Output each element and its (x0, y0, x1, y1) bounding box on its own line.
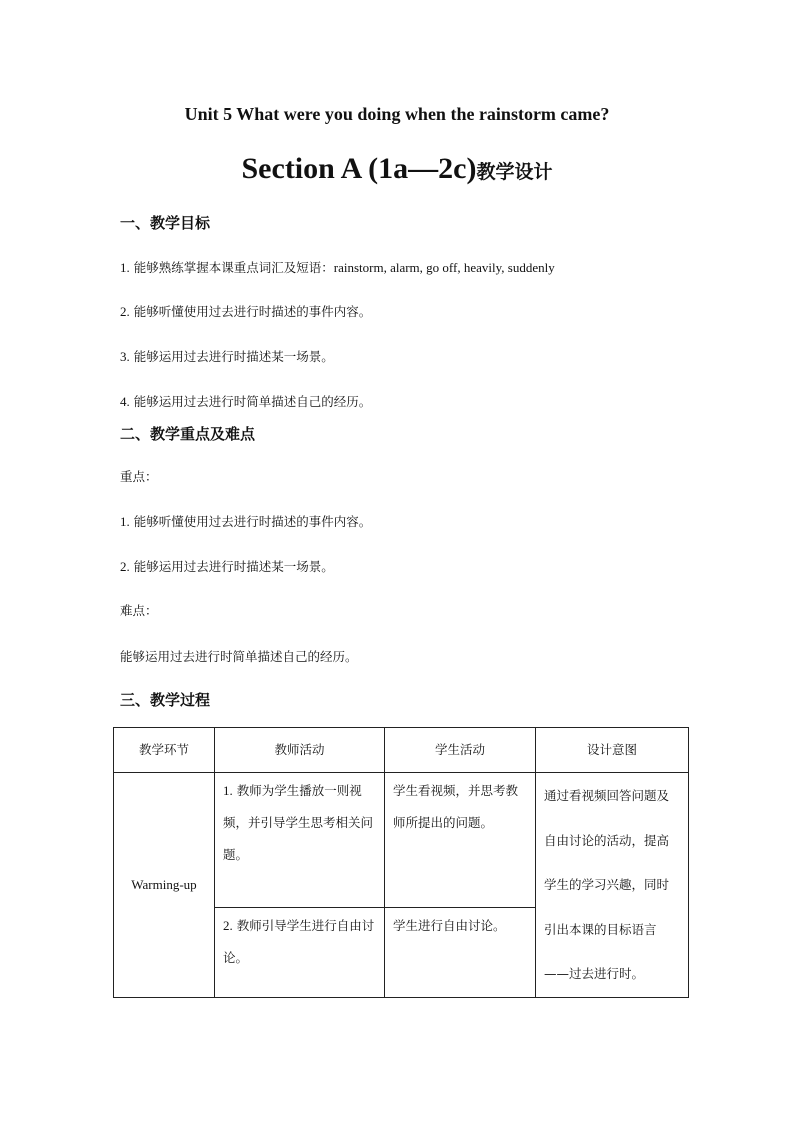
column-header-stage: 教学环节 (114, 728, 215, 773)
difficult-text: 能够运用过去进行时简单描述自己的经历。 (120, 649, 358, 664)
stage-cell: Warming-up (114, 773, 215, 998)
table-header-row (114, 728, 689, 773)
objective-item-4: 4. 能够运用过去进行时简单描述自己的经历。 (120, 394, 372, 409)
objectives-heading: 一、教学目标 (120, 214, 211, 232)
unit-title: Unit 5 What were you doing when the rainstorm came? (184, 104, 610, 124)
key-item-2: 2. 能够运用过去进行时描述某一场景。 (120, 559, 334, 574)
teacher-activity-cell: 2. 教师引导学生进行自由讨论。 (215, 907, 385, 997)
objective-item-2: 2. 能够听懂使用过去进行时描述的事件内容。 (120, 304, 372, 319)
table-row (114, 773, 689, 908)
objective-item-3: 3. 能够运用过去进行时描述某一场景。 (120, 349, 334, 364)
key-label: 重点： (120, 469, 158, 484)
process-heading: 三、教学过程 (120, 691, 211, 709)
column-header-teacher: 教师活动 (215, 728, 385, 773)
process-table (113, 727, 689, 998)
objective-item-1: 1. 能够熟练掌握本课重点词汇及短语：rainstorm, alarm, go off, heavily, suddenly (120, 260, 555, 275)
student-activity-cell: 学生进行自由讨论。 (385, 907, 536, 997)
section-title-zh: 教学设计 (476, 161, 553, 183)
difficult-label: 难点： (120, 603, 158, 618)
section-title (0, 152, 794, 186)
teacher-activity-cell: 1. 教师为学生播放一则视频，并引导学生思考相关问题。 (215, 773, 385, 908)
student-activity-cell: 学生看视频，并思考教师所提出的问题。 (385, 773, 536, 908)
key-points-heading: 二、教学重点及难点 (120, 425, 256, 443)
key-item-1: 1. 能够听懂使用过去进行时描述的事件内容。 (120, 514, 372, 529)
design-intent-cell: 通过看视频回答问题及自由讨论的活动，提高学生的学习兴趣，同时引出本课的目标语言——过去进行时。 (536, 773, 689, 998)
column-header-student: 学生活动 (385, 728, 536, 773)
column-header-intent: 设计意图 (536, 728, 689, 773)
section-title-en: Section A (1a—2c) (241, 152, 477, 185)
